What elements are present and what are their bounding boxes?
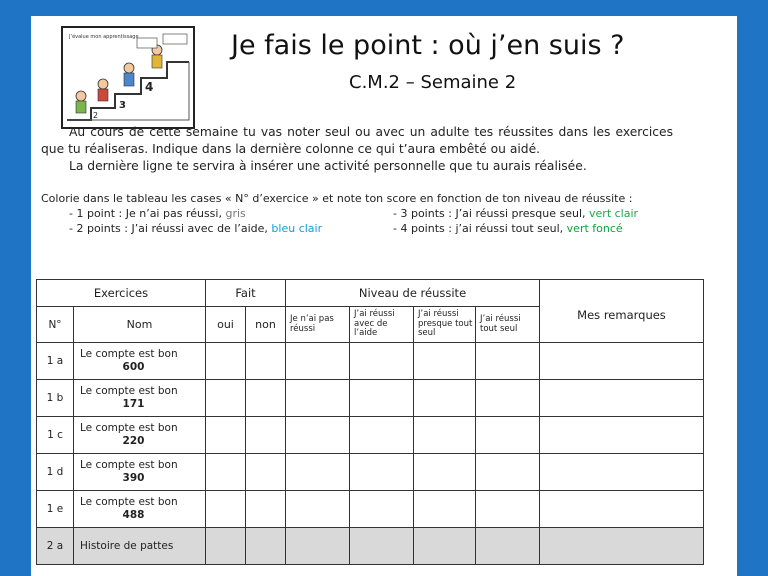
exercise-number[interactable]: 1 b	[37, 380, 74, 417]
point-4	[393, 222, 675, 237]
level-1-cell[interactable]	[286, 380, 350, 417]
exercise-number[interactable]: 1 d	[37, 454, 74, 491]
level-4-cell[interactable]	[476, 528, 540, 565]
oui-cell[interactable]	[206, 454, 246, 491]
level-4-cell[interactable]	[476, 343, 540, 380]
non-cell[interactable]	[246, 454, 286, 491]
exercise-target: 220	[122, 435, 145, 447]
header-level-4: J’ai réussi tout seul	[476, 307, 540, 343]
non-cell[interactable]	[246, 491, 286, 528]
header-exercices: Exercices	[37, 280, 206, 307]
exercise-target: 488	[122, 509, 145, 521]
exercise-target: 390	[122, 472, 145, 484]
table-row	[37, 380, 704, 417]
exercise-number[interactable]: 2 a	[37, 528, 74, 565]
exercise-number[interactable]: 1 e	[37, 491, 74, 528]
level-3-cell[interactable]	[414, 417, 476, 454]
point-1-color: gris	[225, 206, 246, 220]
point-2-text: - 2 points : J’ai réussi avec de l’aide,	[69, 221, 272, 235]
point-3	[393, 207, 675, 222]
remarks-cell[interactable]	[540, 380, 704, 417]
header-non: non	[246, 307, 286, 343]
header-oui: oui	[206, 307, 246, 343]
exercise-target: 600	[122, 361, 145, 373]
exercise-number[interactable]: 1 a	[37, 343, 74, 380]
exercise-name	[74, 343, 206, 380]
svg-text:4: 4	[145, 80, 154, 94]
instructions	[41, 192, 673, 252]
level-3-cell[interactable]	[414, 380, 476, 417]
level-2-cell[interactable]	[350, 380, 414, 417]
point-3-text: - 3 points : J’ai réussi presque seul,	[393, 206, 590, 220]
illustration-caption: J’évalue mon apprentissage	[69, 34, 139, 40]
level-1-cell[interactable]	[286, 343, 350, 380]
level-3-cell[interactable]	[414, 454, 476, 491]
header-remarques: Mes remarques	[540, 280, 704, 343]
point-2	[69, 222, 359, 237]
remarks-cell[interactable]	[540, 417, 704, 454]
header-level-1: Je n’ai pas réussi	[286, 307, 350, 343]
level-3-cell[interactable]	[414, 528, 476, 565]
level-1-cell[interactable]	[286, 417, 350, 454]
intro-line-1: Au cours de cette semaine tu vas noter seul ou avec un adulte tes réussites dans les exercices que tu réaliseras. Indique dans la dernière colonne ce qui t’aura embêté ou aidé.	[41, 125, 673, 156]
level-2-cell[interactable]	[350, 528, 414, 565]
intro-text	[41, 124, 673, 175]
staircase-illustration	[61, 26, 195, 129]
level-3-cell[interactable]	[414, 343, 476, 380]
header-level-3: J’ai réussi presque tout seul	[414, 307, 476, 343]
remarks-cell[interactable]	[540, 491, 704, 528]
table-row	[37, 528, 704, 565]
oui-cell[interactable]	[206, 528, 246, 565]
header-nom: Nom	[74, 307, 206, 343]
exercise-target: 171	[122, 398, 145, 410]
point-4-text: - 4 points : j’ai réussi tout seul,	[393, 221, 567, 235]
level-4-cell[interactable]	[476, 380, 540, 417]
exercise-name	[74, 454, 206, 491]
intro-line-2: La dernière ligne te servira à insérer une activité personnelle que tu aurais réalisée.	[69, 159, 587, 173]
progress-table	[36, 279, 704, 565]
point-1	[69, 207, 359, 222]
level-4-cell[interactable]	[476, 491, 540, 528]
svg-text:2: 2	[93, 111, 99, 120]
exercise-number[interactable]: 1 c	[37, 417, 74, 454]
oui-cell[interactable]	[206, 417, 246, 454]
non-cell[interactable]	[246, 380, 286, 417]
page-title: Je fais le point : où j’en suis ?	[231, 30, 625, 61]
level-1-cell[interactable]	[286, 454, 350, 491]
remarks-cell[interactable]	[540, 343, 704, 380]
remarks-cell[interactable]	[540, 454, 704, 491]
oui-cell[interactable]	[206, 343, 246, 380]
exercise-name	[74, 380, 206, 417]
table-row	[37, 491, 704, 528]
header-no: N°	[37, 307, 74, 343]
worksheet	[31, 16, 737, 576]
oui-cell[interactable]	[206, 491, 246, 528]
page-subtitle: C.M.2 – Semaine 2	[349, 72, 517, 93]
exercise-title: Le compte est bon	[80, 385, 178, 397]
level-4-cell[interactable]	[476, 454, 540, 491]
level-2-cell[interactable]	[350, 343, 414, 380]
level-4-cell[interactable]	[476, 417, 540, 454]
table-row	[37, 417, 704, 454]
level-2-cell[interactable]	[350, 417, 414, 454]
header-level-2: J’ai réussi avec de l’aide	[350, 307, 414, 343]
remarks-cell[interactable]	[540, 528, 704, 565]
point-4-color: vert foncé	[566, 221, 623, 235]
level-2-cell[interactable]	[350, 454, 414, 491]
level-3-cell[interactable]	[414, 491, 476, 528]
instructions-intro: Colorie dans le tableau les cases « N° d’exercice » et note ton score en fonction de ton niveau de réussite :	[41, 192, 633, 205]
table-row	[37, 454, 704, 491]
exercise-name	[74, 491, 206, 528]
level-1-cell[interactable]	[286, 491, 350, 528]
point-1-text: - 1 point : Je n’ai pas réussi,	[69, 206, 226, 220]
exercise-title: Histoire de pattes	[80, 539, 174, 552]
exercise-title: Le compte est bon	[80, 422, 178, 434]
exercise-name	[74, 528, 206, 565]
exercise-title: Le compte est bon	[80, 459, 178, 471]
header-niveau: Niveau de réussite	[286, 280, 540, 307]
point-3-color: vert clair	[589, 206, 639, 220]
exercise-title: Le compte est bon	[80, 348, 178, 360]
table-row	[37, 343, 704, 380]
table-body	[37, 343, 704, 565]
non-cell[interactable]	[246, 343, 286, 380]
staircase-icon	[63, 28, 193, 127]
non-cell[interactable]	[246, 528, 286, 565]
point-2-color: bleu clair	[271, 221, 323, 235]
oui-cell[interactable]	[206, 380, 246, 417]
exercise-title: Le compte est bon	[80, 496, 178, 508]
exercise-name	[74, 417, 206, 454]
level-2-cell[interactable]	[350, 491, 414, 528]
level-1-cell[interactable]	[286, 528, 350, 565]
non-cell[interactable]	[246, 417, 286, 454]
svg-text:3: 3	[119, 100, 126, 111]
header-fait: Fait	[206, 280, 286, 307]
